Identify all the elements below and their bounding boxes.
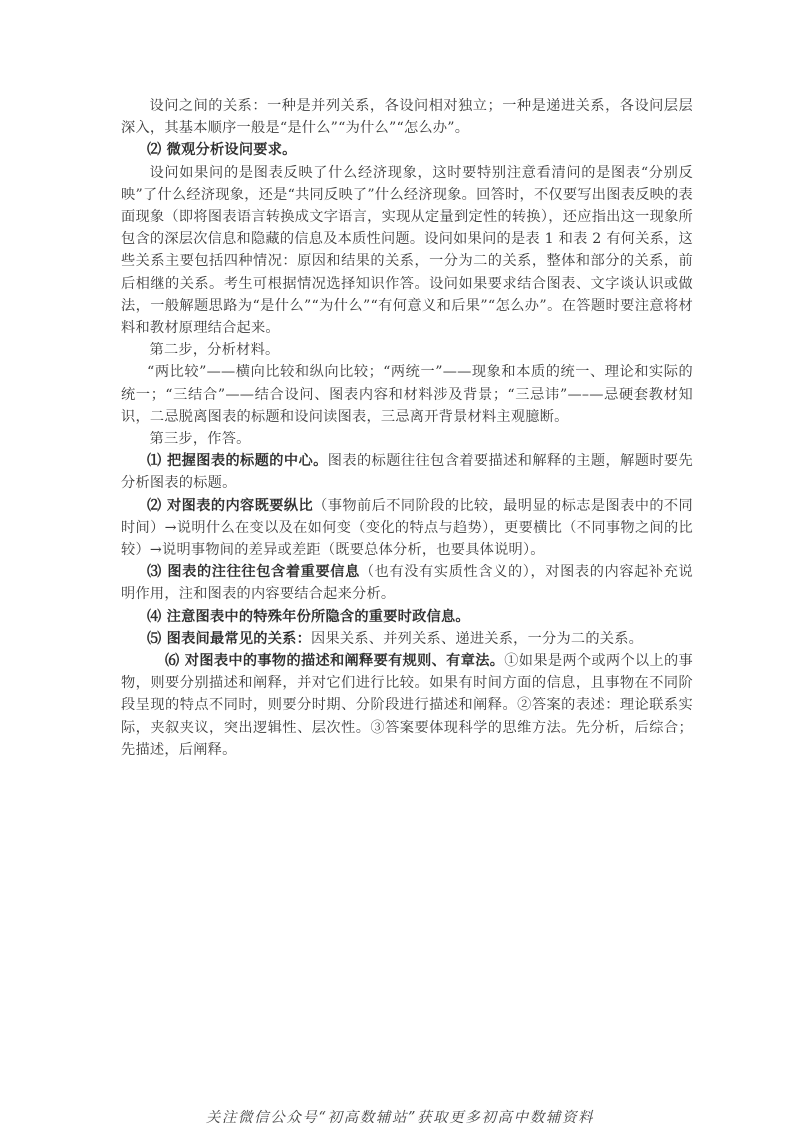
- list-item-5-bold: ⑸ 图表间最常见的关系：: [147, 630, 312, 647]
- paragraph-micro-analysis: 设问如果问的是图表反映了什么经济现象，这时要特别注意看清问的是图表“分别反映”了什么经济现象，还是“共同反映了”什么经济现象。回答时，不仅要写出图表反映的表面现象（即将图表语言转换成文字语言，实现从定量到定性的转换），还应指出这一现象所包含的深层次信息和隐藏的信息及本质性问题。设问如果问的是表 1 和表 2 有何关系，这些关系主要包括四种情况：原因和结果的关系，一分为二的关系，整体和部分的关系，前后相继的关系。考生可根据情况选择知识作答。设问如果要求结合图表、文字谈认识或做法，一般解题思路为“是什么”“为什么”“有何意义和后果”“怎么办”。在答题时要注意将材料和教材原理结合起来。: [121, 164, 693, 337]
- paragraph-analyze-material: “两比较”——横向比较和纵向比较；“两统一”——现象和本质的统一、理论和实际的统一；“三结合”——结合设问、图表内容和材料涉及背景；“三忌讳”—–—忌硬套教材知识，二忌脱离图表的标题和设问读图表，三忌离开背景材料主观臆断。: [121, 364, 693, 425]
- list-item-1-bold: ⑴ 把握图表的标题的中心。: [147, 453, 328, 470]
- list-item-4-bold: ⑷ 注意图表中的特殊年份所隐含的重要时政信息。: [147, 608, 470, 625]
- step-three-heading: 第三步，作答。: [149, 431, 251, 448]
- list-item-3: [121, 561, 693, 605]
- list-item-4: [121, 606, 693, 628]
- list-item-6-bold: ⑹ 对图表中的事物的描述和阐释要有规则、有章法。: [165, 653, 505, 670]
- list-item-5: [121, 628, 693, 650]
- heading-micro-analysis: [121, 139, 693, 161]
- list-item-2-text: （事物前后不同阶段的比较，最明显的标志是图表中的不同时间）→说明什么在变以及在如何变（变化的特点与趋势），更要横比（不同事物之间的比较）→说明事物间的差异或差距（既要总体分析，也要具体说明）。: [121, 497, 693, 559]
- list-item-1: [121, 450, 693, 494]
- page-footer: 关注微信公众号“初高数辅站”获取更多初高中数辅资料: [205, 1110, 595, 1126]
- list-item-2-bold: ⑵ 对图表的内容既要纵比: [147, 497, 314, 514]
- list-item-2: [121, 495, 693, 562]
- paragraph-question-relations: 设问之间的关系：一种是并列关系，各设问相对独立；一种是递进关系，各设问层层深入，其基本顺序一般是“是什么”“为什么”“怎么办”。: [121, 98, 693, 137]
- list-item-6-text: ①如果是两个或两个以上的事物，则要分别描述和阐释，并对它们进行比较。如果有时间方面的信息，且事物在不同阶段呈现的特点不同时，则要分时期、分阶段进行描述和阐释。②答案的表述：理论联系实际，夹叙夹议，突出逻辑性、层次性。③答案要体现科学的思维方法。先分析，后综合；先描述，后阐释。: [121, 653, 693, 758]
- list-item-3-bold: ⑶ 图表的注往往包含着重要信息: [147, 564, 360, 581]
- list-item-5-text: 因果关系、并列关系、递进关系，一分为二的关系。: [311, 630, 644, 647]
- list-item-3-text: （也有没有实质性含义的），对图表的内容起补充说明作用，注和图表的内容要结合起来分析。: [121, 564, 693, 603]
- step-two-heading: 第二步，分析材料。: [149, 342, 280, 359]
- heading-micro-analysis-label: ⑵ 微观分析设问要求。: [147, 142, 297, 159]
- document-body: [121, 95, 693, 761]
- list-item-6: [121, 650, 693, 761]
- list-item-1-text: 图表的标题往往包含着要描述和解释的主题，解题时要先分析图表的标题。: [121, 453, 693, 492]
